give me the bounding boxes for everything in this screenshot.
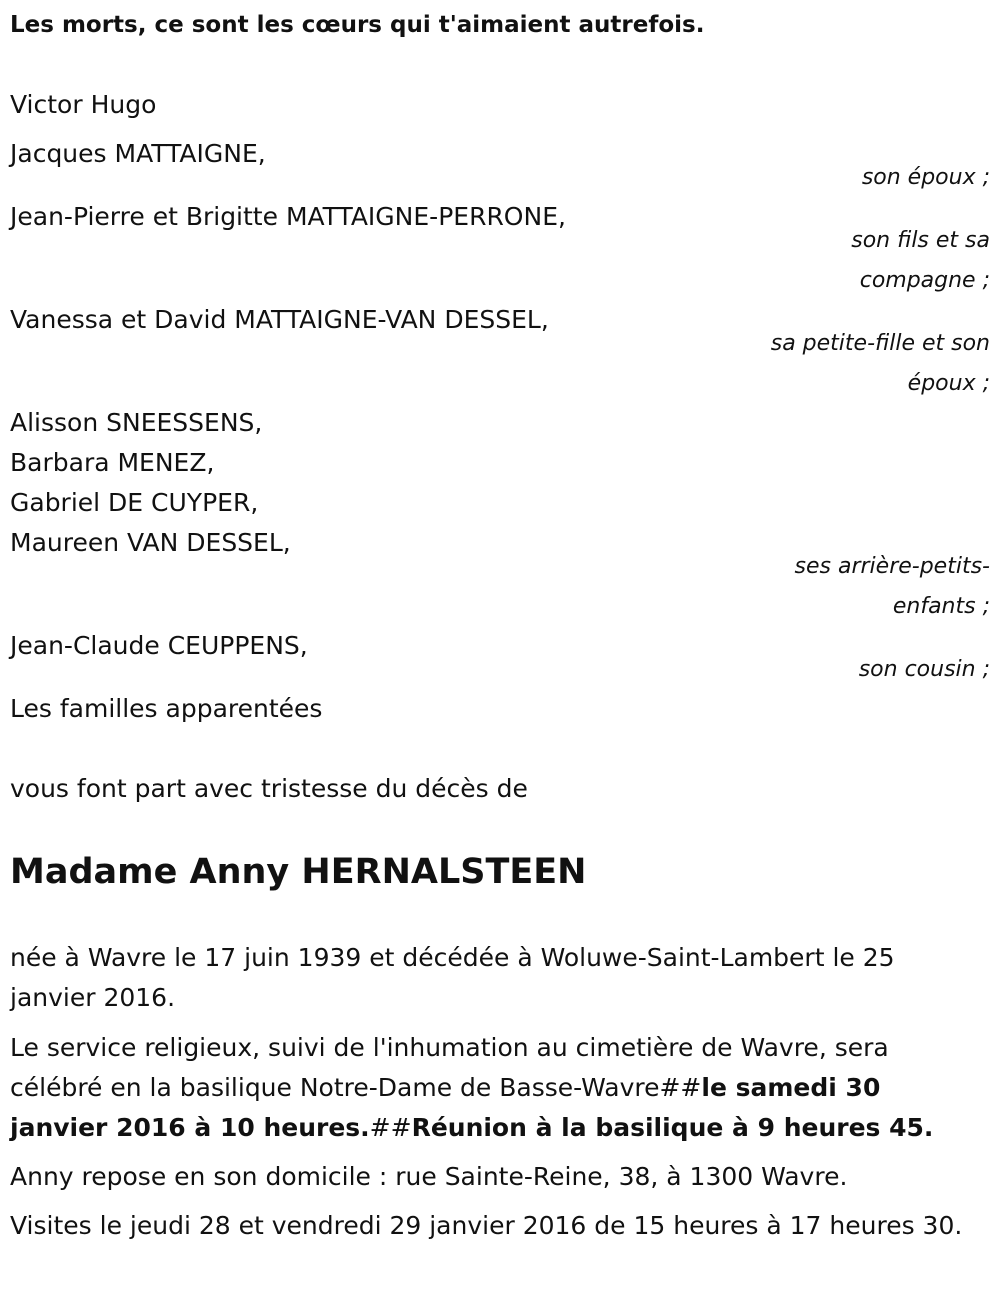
family-member-name: Jean-Claude CEUPPENS, [10,631,308,660]
birth-death-dates: née à Wavre le 17 juin 1939 et décédée à Woluwe-Saint-Lambert le 25 janvier 2016. [10,943,895,1012]
family-member-name: Alisson SNEESSENS, [10,408,263,437]
family-relation: son fils et sa compagne ; [851,228,990,293]
service-separator: ## [369,1113,412,1142]
family-member-name: Jacques MATTAIGNE, [10,139,266,168]
related-families: Les familles apparentées [10,694,323,723]
quote: Les morts, ce sont les cœurs qui t'aimaient autrefois. [10,12,705,38]
visits: Visites le jeudi 28 et vendredi 29 janvier 2016 de 15 heures à 17 heures 30. [10,1211,963,1240]
service-intro: Le service religieux, suivi de l'inhumation au cimetière de Wavre, sera célébré en la basilique Notre-Dame de Basse-Wavre## [10,1033,889,1102]
family-member-name: Barbara MENEZ, [10,448,215,477]
announcement: vous font part avec tristesse du décès de [10,774,528,803]
family-member-name: Vanessa et David MATTAIGNE-VAN DESSEL, [10,305,549,334]
deceased-name: Madame Anny HERNALSTEEN [10,852,587,892]
service-date: le samedi 30 janvier 2016 à 10 heures. [10,1073,881,1142]
family-relation: ses arrière-petits- enfants ; [794,554,990,619]
service-meeting: Réunion à la basilique à 9 heures 45. [411,1113,934,1142]
family-relation: son cousin ; [858,657,990,682]
rest-place: Anny repose en son domicile : rue Sainte-Reine, 38, à 1300 Wavre. [10,1162,848,1191]
funeral-service [10,1028,970,1148]
family-member-name: Maureen VAN DESSEL, [10,528,291,557]
family-member-name: Jean-Pierre et Brigitte MATTAIGNE-PERRONE, [10,202,566,231]
family-member-name: Gabriel DE CUYPER, [10,488,259,517]
family-relation: sa petite-fille et son époux ; [770,331,990,396]
quote-author: Victor Hugo [10,90,157,119]
family-relation: son époux ; [861,165,990,190]
